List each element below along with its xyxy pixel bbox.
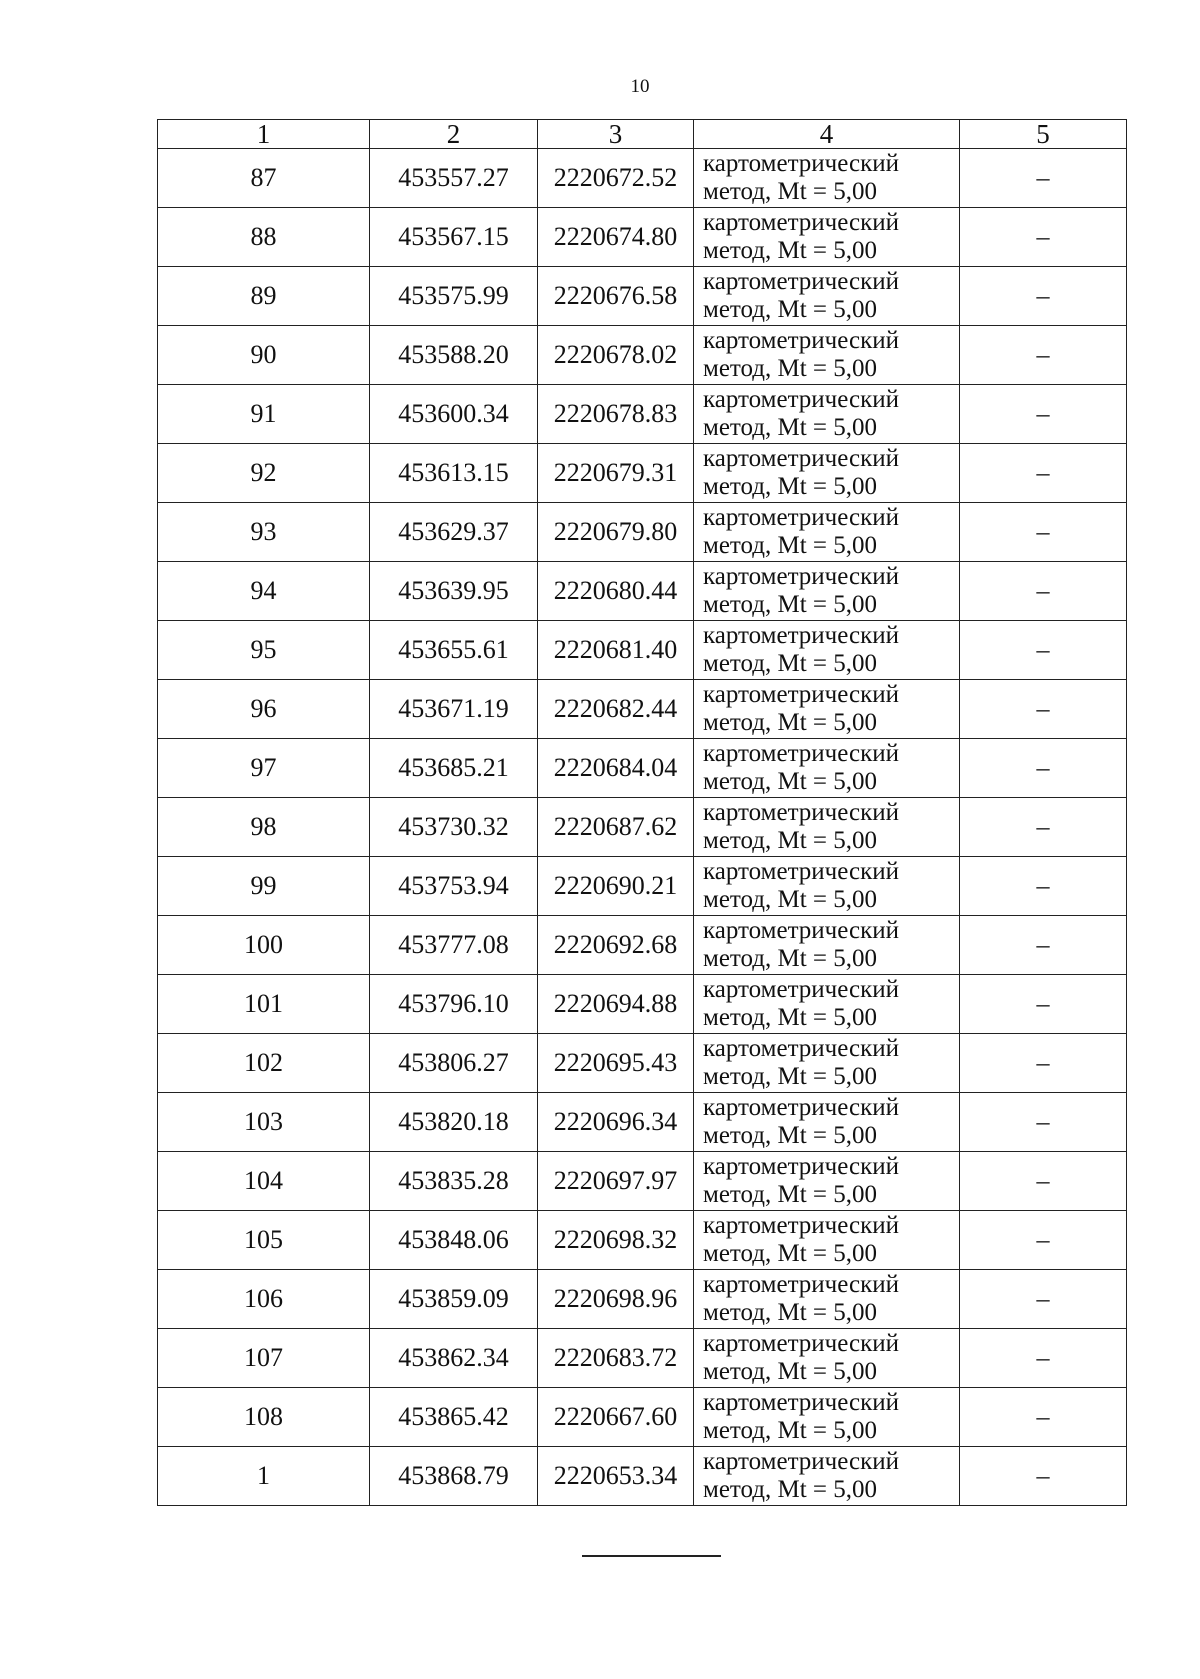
note-cell: – (960, 739, 1127, 798)
y-coordinate-cell: 2220692.68 (538, 916, 694, 975)
point-cell: 97 (158, 739, 370, 798)
x-coordinate-cell: 453730.32 (370, 798, 538, 857)
method-line-2: метод, Mt = 5,00 (703, 650, 878, 677)
method-line-2: метод, Mt = 5,00 (703, 414, 878, 441)
method-cell (694, 1329, 960, 1388)
method-cell (694, 267, 960, 326)
table-row (158, 1152, 1127, 1211)
table-row (158, 1388, 1127, 1447)
point-cell: 96 (158, 680, 370, 739)
table-row (158, 1447, 1127, 1506)
method-line-1: картометрический (703, 681, 899, 708)
method-line-1: картометрический (703, 917, 899, 944)
point-cell: 92 (158, 444, 370, 503)
note-cell: – (960, 975, 1127, 1034)
note-cell: – (960, 267, 1127, 326)
method-line-2: метод, Mt = 5,00 (703, 1417, 878, 1444)
note-cell: – (960, 1270, 1127, 1329)
method-cell (694, 326, 960, 385)
point-cell: 105 (158, 1211, 370, 1270)
header-col-4: 4 (694, 120, 960, 149)
method-line-2: метод, Mt = 5,00 (703, 355, 878, 382)
method-line-1: картометрический (703, 209, 899, 236)
note-cell: – (960, 149, 1127, 208)
method-line-1: картометрический (703, 327, 899, 354)
method-line-2: метод, Mt = 5,00 (703, 886, 878, 913)
y-coordinate-cell: 2220687.62 (538, 798, 694, 857)
page-number: 10 (630, 76, 650, 97)
y-coordinate-cell: 2220674.80 (538, 208, 694, 267)
table-row (158, 857, 1127, 916)
x-coordinate-cell: 453575.99 (370, 267, 538, 326)
x-coordinate-cell: 453859.09 (370, 1270, 538, 1329)
method-line-1: картометрический (703, 386, 899, 413)
point-cell: 1 (158, 1447, 370, 1506)
method-line-2: метод, Mt = 5,00 (703, 178, 878, 205)
y-coordinate-cell: 2220678.02 (538, 326, 694, 385)
method-cell (694, 208, 960, 267)
x-coordinate-cell: 453862.34 (370, 1329, 538, 1388)
y-coordinate-cell: 2220684.04 (538, 739, 694, 798)
point-cell: 106 (158, 1270, 370, 1329)
table-row (158, 1329, 1127, 1388)
point-cell: 98 (158, 798, 370, 857)
y-coordinate-cell: 2220682.44 (538, 680, 694, 739)
method-cell (694, 857, 960, 916)
method-cell (694, 503, 960, 562)
note-cell: – (960, 1329, 1127, 1388)
x-coordinate-cell: 453655.61 (370, 621, 538, 680)
method-line-2: метод, Mt = 5,00 (703, 1299, 878, 1326)
coordinates-table (157, 119, 1127, 1506)
method-line-1: картометрический (703, 1448, 899, 1475)
point-cell: 100 (158, 916, 370, 975)
method-line-1: картометрический (703, 1153, 899, 1180)
y-coordinate-cell: 2220681.40 (538, 621, 694, 680)
note-cell: – (960, 798, 1127, 857)
y-coordinate-cell: 2220667.60 (538, 1388, 694, 1447)
x-coordinate-cell: 453835.28 (370, 1152, 538, 1211)
method-line-2: метод, Mt = 5,00 (703, 827, 878, 854)
note-cell: – (960, 1152, 1127, 1211)
note-cell: – (960, 1034, 1127, 1093)
note-cell: – (960, 208, 1127, 267)
table-row (158, 267, 1127, 326)
table-row (158, 739, 1127, 798)
method-line-2: метод, Mt = 5,00 (703, 1122, 878, 1149)
method-cell (694, 562, 960, 621)
y-coordinate-cell: 2220672.52 (538, 149, 694, 208)
method-line-2: метод, Mt = 5,00 (703, 1240, 878, 1267)
method-line-2: метод, Mt = 5,00 (703, 709, 878, 736)
method-line-2: метод, Mt = 5,00 (703, 945, 878, 972)
method-cell (694, 1388, 960, 1447)
method-line-1: картометрический (703, 1271, 899, 1298)
method-cell (694, 975, 960, 1034)
point-cell: 90 (158, 326, 370, 385)
method-line-2: метод, Mt = 5,00 (703, 1063, 878, 1090)
method-line-1: картометрический (703, 622, 899, 649)
method-line-1: картометрический (703, 1212, 899, 1239)
method-line-1: картометрический (703, 1389, 899, 1416)
point-cell: 108 (158, 1388, 370, 1447)
y-coordinate-cell: 2220696.34 (538, 1093, 694, 1152)
table-row (158, 1034, 1127, 1093)
y-coordinate-cell: 2220683.72 (538, 1329, 694, 1388)
method-line-1: картометрический (703, 268, 899, 295)
table-row (158, 975, 1127, 1034)
method-cell (694, 680, 960, 739)
method-line-2: метод, Mt = 5,00 (703, 1181, 878, 1208)
point-cell: 107 (158, 1329, 370, 1388)
method-line-1: картометрический (703, 445, 899, 472)
header-row (158, 120, 1127, 149)
x-coordinate-cell: 453865.42 (370, 1388, 538, 1447)
method-line-1: картометрический (703, 799, 899, 826)
x-coordinate-cell: 453848.06 (370, 1211, 538, 1270)
x-coordinate-cell: 453613.15 (370, 444, 538, 503)
method-line-2: метод, Mt = 5,00 (703, 1358, 878, 1385)
y-coordinate-cell: 2220695.43 (538, 1034, 694, 1093)
table-body (158, 149, 1127, 1506)
x-coordinate-cell: 453567.15 (370, 208, 538, 267)
table-row (158, 503, 1127, 562)
x-coordinate-cell: 453671.19 (370, 680, 538, 739)
x-coordinate-cell: 453639.95 (370, 562, 538, 621)
y-coordinate-cell: 2220698.32 (538, 1211, 694, 1270)
method-line-2: метод, Mt = 5,00 (703, 473, 878, 500)
table-row (158, 326, 1127, 385)
x-coordinate-cell: 453600.34 (370, 385, 538, 444)
point-cell: 87 (158, 149, 370, 208)
x-coordinate-cell: 453629.37 (370, 503, 538, 562)
x-coordinate-cell: 453868.79 (370, 1447, 538, 1506)
method-cell (694, 621, 960, 680)
note-cell: – (960, 857, 1127, 916)
method-cell (694, 1447, 960, 1506)
note-cell: – (960, 1447, 1127, 1506)
y-coordinate-cell: 2220698.96 (538, 1270, 694, 1329)
y-coordinate-cell: 2220679.80 (538, 503, 694, 562)
note-cell: – (960, 680, 1127, 739)
point-cell: 101 (158, 975, 370, 1034)
method-cell (694, 1152, 960, 1211)
header-col-3: 3 (538, 120, 694, 149)
note-cell: – (960, 562, 1127, 621)
table-row (158, 149, 1127, 208)
method-line-1: картометрический (703, 563, 899, 590)
table-row (158, 680, 1127, 739)
end-rule (582, 1555, 721, 1557)
method-line-1: картометрический (703, 1330, 899, 1357)
table-row (158, 1093, 1127, 1152)
method-line-2: метод, Mt = 5,00 (703, 532, 878, 559)
y-coordinate-cell: 2220697.97 (538, 1152, 694, 1211)
method-cell (694, 385, 960, 444)
header-col-1: 1 (158, 120, 370, 149)
table-row (158, 562, 1127, 621)
x-coordinate-cell: 453685.21 (370, 739, 538, 798)
method-line-2: метод, Mt = 5,00 (703, 1476, 878, 1503)
note-cell: – (960, 1211, 1127, 1270)
x-coordinate-cell: 453777.08 (370, 916, 538, 975)
method-cell (694, 1093, 960, 1152)
method-line-1: картометрический (703, 976, 899, 1003)
x-coordinate-cell: 453588.20 (370, 326, 538, 385)
header-col-5: 5 (960, 120, 1127, 149)
y-coordinate-cell: 2220676.58 (538, 267, 694, 326)
point-cell: 88 (158, 208, 370, 267)
method-cell (694, 1211, 960, 1270)
x-coordinate-cell: 453820.18 (370, 1093, 538, 1152)
table-row (158, 798, 1127, 857)
method-cell (694, 1270, 960, 1329)
note-cell: – (960, 621, 1127, 680)
note-cell: – (960, 444, 1127, 503)
x-coordinate-cell: 453796.10 (370, 975, 538, 1034)
method-line-1: картометрический (703, 1035, 899, 1062)
method-cell (694, 798, 960, 857)
method-line-2: метод, Mt = 5,00 (703, 1004, 878, 1031)
method-line-1: картометрический (703, 740, 899, 767)
y-coordinate-cell: 2220679.31 (538, 444, 694, 503)
method-line-2: метод, Mt = 5,00 (703, 591, 878, 618)
header-col-2: 2 (370, 120, 538, 149)
method-line-2: метод, Mt = 5,00 (703, 296, 878, 323)
point-cell: 94 (158, 562, 370, 621)
point-cell: 89 (158, 267, 370, 326)
table-row (158, 444, 1127, 503)
y-coordinate-cell: 2220694.88 (538, 975, 694, 1034)
y-coordinate-cell: 2220690.21 (538, 857, 694, 916)
table-row (158, 385, 1127, 444)
point-cell: 95 (158, 621, 370, 680)
note-cell: – (960, 326, 1127, 385)
y-coordinate-cell: 2220653.34 (538, 1447, 694, 1506)
method-line-2: метод, Mt = 5,00 (703, 237, 878, 264)
method-line-1: картометрический (703, 858, 899, 885)
x-coordinate-cell: 453753.94 (370, 857, 538, 916)
y-coordinate-cell: 2220678.83 (538, 385, 694, 444)
note-cell: – (960, 916, 1127, 975)
point-cell: 93 (158, 503, 370, 562)
y-coordinate-cell: 2220680.44 (538, 562, 694, 621)
method-line-2: метод, Mt = 5,00 (703, 768, 878, 795)
x-coordinate-cell: 453557.27 (370, 149, 538, 208)
table-header (158, 120, 1127, 149)
note-cell: – (960, 385, 1127, 444)
method-cell (694, 739, 960, 798)
table-row (158, 208, 1127, 267)
method-cell (694, 149, 960, 208)
note-cell: – (960, 1388, 1127, 1447)
table-row (158, 621, 1127, 680)
point-cell: 103 (158, 1093, 370, 1152)
point-cell: 99 (158, 857, 370, 916)
method-line-1: картометрический (703, 504, 899, 531)
note-cell: – (960, 1093, 1127, 1152)
method-cell (694, 916, 960, 975)
point-cell: 91 (158, 385, 370, 444)
method-line-1: картометрический (703, 150, 899, 177)
method-cell (694, 1034, 960, 1093)
method-cell (694, 444, 960, 503)
table-row (158, 1270, 1127, 1329)
method-line-1: картометрический (703, 1094, 899, 1121)
point-cell: 104 (158, 1152, 370, 1211)
table-row (158, 1211, 1127, 1270)
x-coordinate-cell: 453806.27 (370, 1034, 538, 1093)
point-cell: 102 (158, 1034, 370, 1093)
note-cell: – (960, 503, 1127, 562)
table-row (158, 916, 1127, 975)
